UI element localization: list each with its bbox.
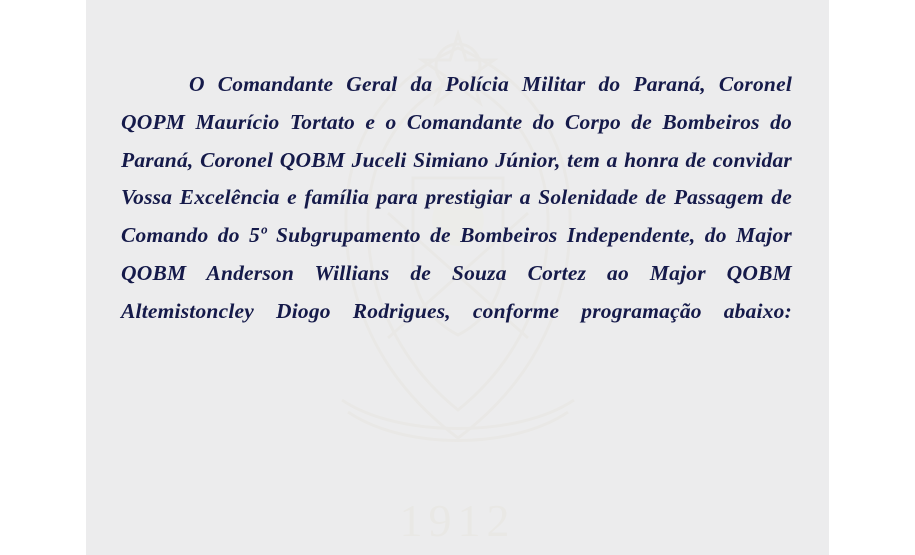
document-panel xyxy=(86,0,829,555)
watermark-year-label: 1912 xyxy=(399,494,516,546)
invitation-body-text: O Comandante Geral da Polícia Militar do Paraná, Coronel QOPM Maurício Tortato e o Comandante do Corpo de Bombeiros do Paraná, Coronel QOBM Juceli Simiano Júnior, tem a honra de convidar Vossa Excelência e família para prestigiar a Solenidade de Passagem de Comando do 5º Subgrupamento de Bombeiros Independente, do Major QOBM Anderson Willians de Souza Cortez ao Major QOBM Altemistoncley Diogo Rodrigues, conforme programação abaixo: xyxy=(121,72,792,323)
